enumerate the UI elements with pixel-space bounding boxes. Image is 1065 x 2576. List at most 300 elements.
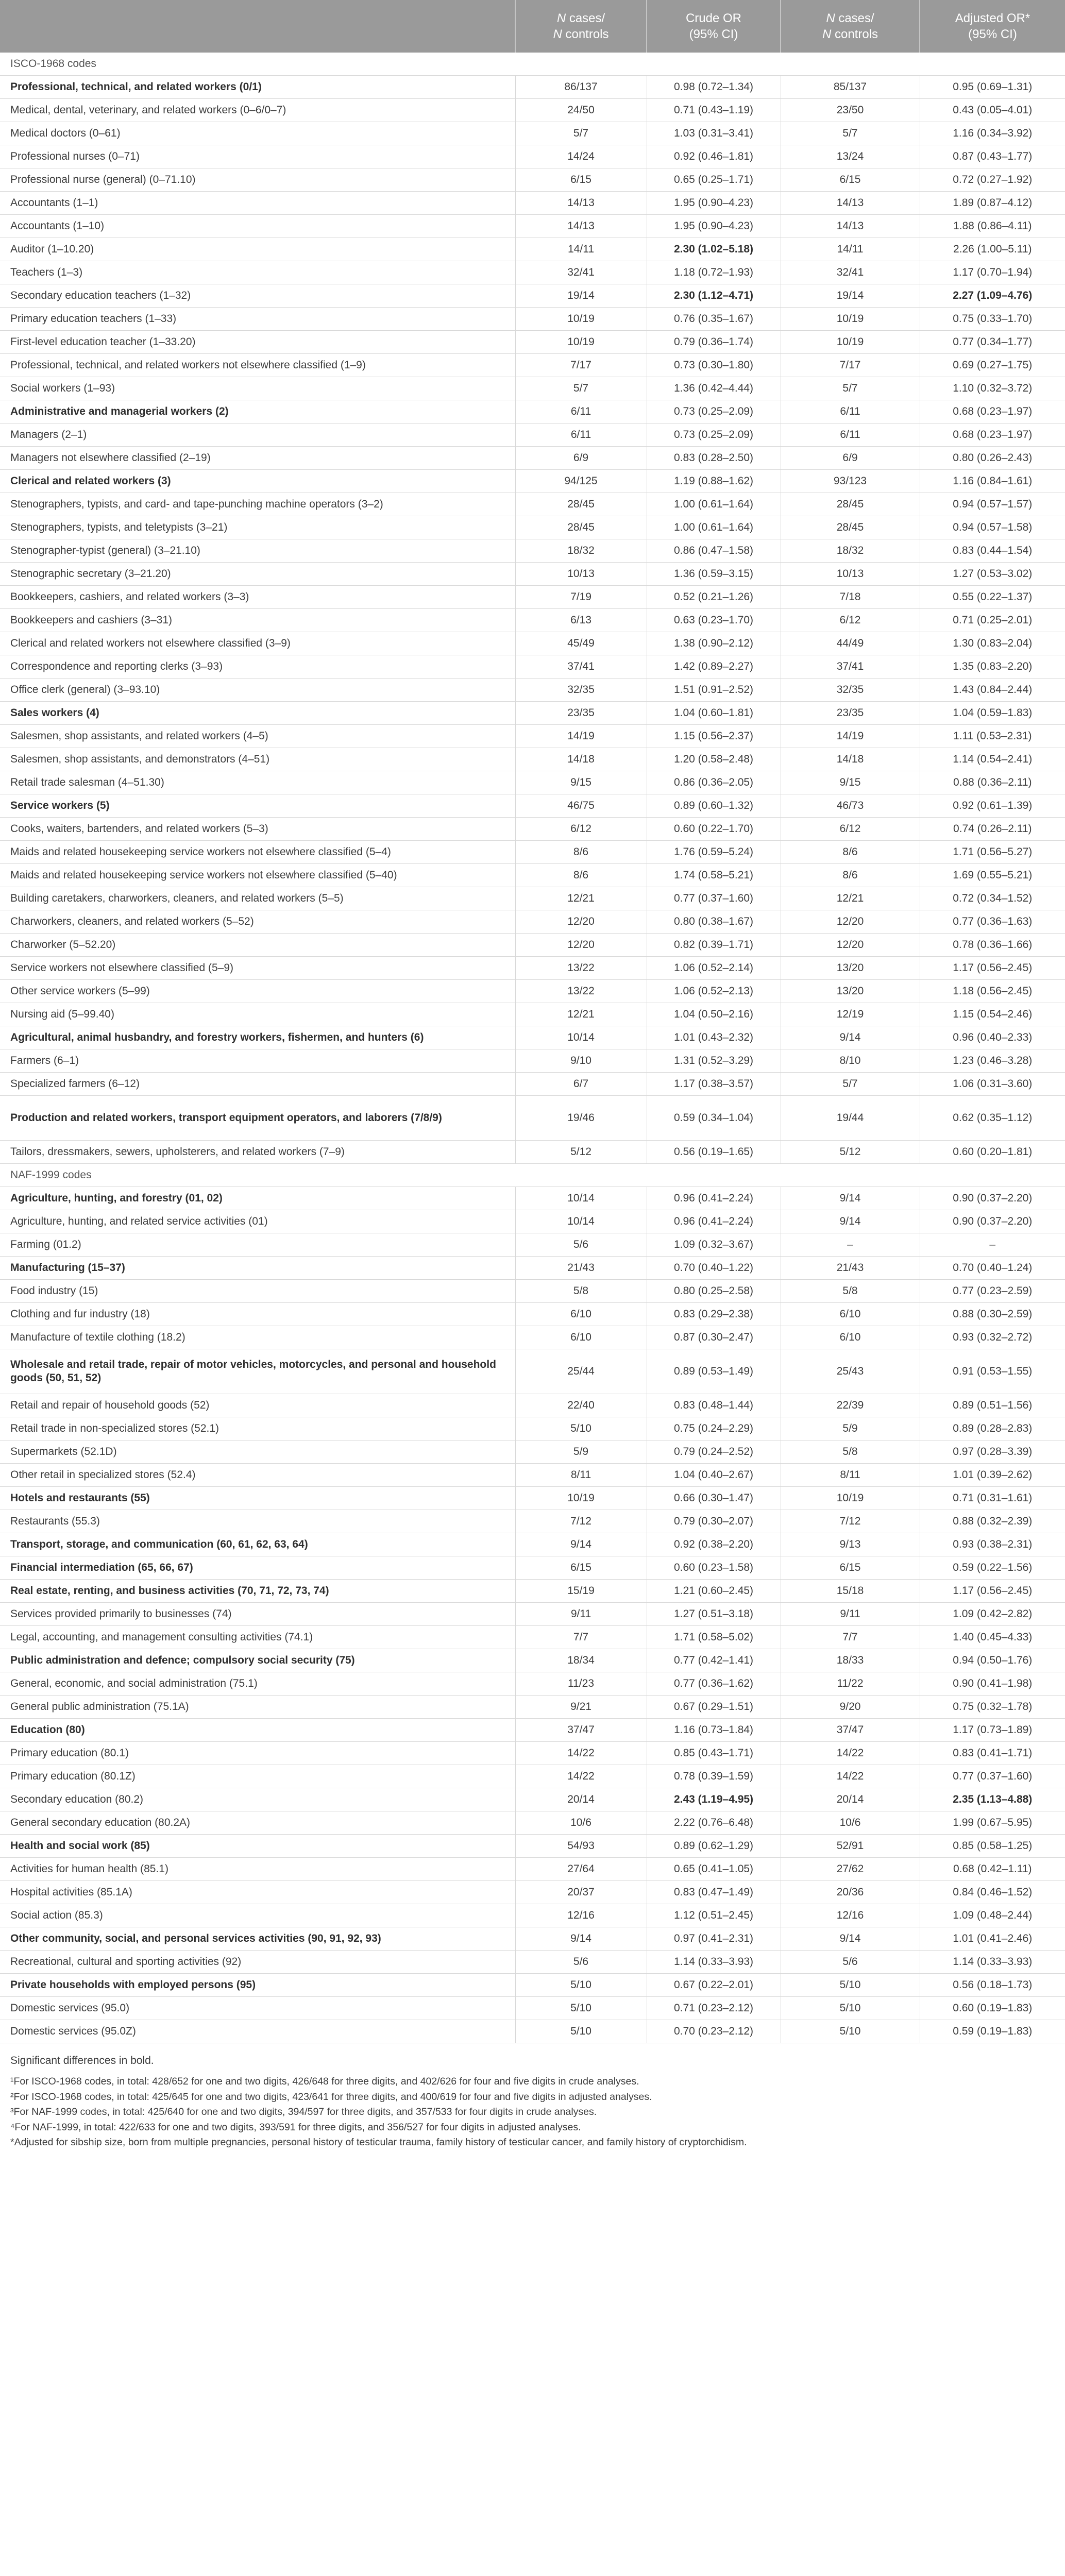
- occupation-label: Stenographers, typists, and teletypists (3–21): [0, 516, 515, 539]
- crude-or: 0.86 (0.36–2.05): [647, 771, 781, 794]
- crude-or: 0.89 (0.60–1.32): [647, 794, 781, 818]
- table-row: [0, 1649, 1065, 1672]
- occupation-label: Service workers not elsewhere classified (5–9): [0, 957, 515, 980]
- occupation-label: Manufacturing (15–37): [0, 1257, 515, 1280]
- crude-or: 0.78 (0.39–1.59): [647, 1765, 781, 1788]
- occupation-label: Secondary education (80.2): [0, 1788, 515, 1811]
- occupation-label: Maids and related housekeeping service workers not elsewhere classified (5–40): [0, 864, 515, 887]
- footnote: ²For ISCO-1968 codes, in total: 425/645 for one and two digits, 423/641 for three digits, and 400/619 for four and five digits in adjusted analyses.: [10, 2091, 652, 2103]
- table-row: [0, 99, 1065, 122]
- n-cases-controls-crude: 14/18: [515, 748, 647, 771]
- table-row: [0, 215, 1065, 238]
- table-row: [0, 1626, 1065, 1649]
- crude-or: 0.63 (0.23–1.70): [647, 609, 781, 632]
- table-row: [0, 516, 1065, 539]
- n-cases-controls-adjusted: 10/6: [781, 1811, 920, 1835]
- header-row: [0, 0, 1065, 53]
- occupation-label: Managers not elsewhere classified (2–19): [0, 447, 515, 470]
- n-cases-controls-adjusted: 9/14: [781, 1187, 920, 1210]
- occupation-label: Social workers (1–93): [0, 377, 515, 400]
- table-row: [0, 1487, 1065, 1510]
- adjusted-or: 1.43 (0.84–2.44): [920, 679, 1065, 702]
- n-cases-controls-crude: 21/43: [515, 1257, 647, 1280]
- crude-or: 1.95 (0.90–4.23): [647, 215, 781, 238]
- table-body: [0, 53, 1065, 2043]
- crude-or: 0.70 (0.23–2.12): [647, 2020, 781, 2043]
- adjusted-or: 0.85 (0.58–1.25): [920, 1835, 1065, 1858]
- n-cases-controls-crude: 10/14: [515, 1026, 647, 1049]
- header-n-adjusted: N cases/ N controls: [781, 0, 920, 53]
- table-row: [0, 400, 1065, 423]
- occupation-label: Bookkeepers and cashiers (3–31): [0, 609, 515, 632]
- table-row: [0, 1233, 1065, 1257]
- crude-or: 0.96 (0.41–2.24): [647, 1187, 781, 1210]
- crude-or: 0.60 (0.23–1.58): [647, 1556, 781, 1580]
- adjusted-or: 1.11 (0.53–2.31): [920, 725, 1065, 748]
- n-cases-controls-adjusted: 21/43: [781, 1257, 920, 1280]
- adjusted-or: 0.87 (0.43–1.77): [920, 145, 1065, 168]
- adjusted-or: –: [920, 1233, 1065, 1257]
- header-blank: [0, 0, 515, 53]
- footnotes: [0, 2043, 1065, 2150]
- adjusted-or: 1.16 (0.34–3.92): [920, 122, 1065, 145]
- adjusted-or: 1.01 (0.39–2.62): [920, 1464, 1065, 1487]
- n-cases-controls-crude: 12/21: [515, 887, 647, 910]
- occupation-label: Education (80): [0, 1719, 515, 1742]
- n-cases-controls-adjusted: 7/18: [781, 586, 920, 609]
- n-cases-controls-adjusted: 20/36: [781, 1881, 920, 1904]
- n-cases-controls-adjusted: 32/41: [781, 261, 920, 284]
- n-cases-controls-crude: 8/6: [515, 864, 647, 887]
- n-cases-controls-crude: 5/8: [515, 1280, 647, 1303]
- crude-or: 0.86 (0.47–1.58): [647, 539, 781, 563]
- n-cases-controls-adjusted: 9/13: [781, 1533, 920, 1556]
- table-row: [0, 1719, 1065, 1742]
- n-cases-controls-adjusted: 9/14: [781, 1026, 920, 1049]
- occupation-label: Specialized farmers (6–12): [0, 1073, 515, 1096]
- adjusted-or: 1.17 (0.56–2.45): [920, 957, 1065, 980]
- table-row: [0, 122, 1065, 145]
- n-cases-controls-adjusted: 10/13: [781, 563, 920, 586]
- n-cases-controls-crude: 7/12: [515, 1510, 647, 1533]
- n-cases-controls-adjusted: 5/7: [781, 1073, 920, 1096]
- table-row: [0, 679, 1065, 702]
- adjusted-or: 0.60 (0.19–1.83): [920, 1997, 1065, 2020]
- adjusted-or: 0.59 (0.22–1.56): [920, 1556, 1065, 1580]
- n-cases-controls-adjusted: 37/41: [781, 655, 920, 679]
- n-cases-controls-adjusted: 12/16: [781, 1904, 920, 1927]
- table-row: [0, 1049, 1065, 1073]
- occupation-label: Activities for human health (85.1): [0, 1858, 515, 1881]
- n-cases-controls-adjusted: 93/123: [781, 470, 920, 493]
- header-adjusted-or: Adjusted OR* (95% CI): [920, 0, 1065, 53]
- crude-or: 0.82 (0.39–1.71): [647, 934, 781, 957]
- occupation-label: Private households with employed persons (95): [0, 1974, 515, 1997]
- crude-or: 1.95 (0.90–4.23): [647, 192, 781, 215]
- crude-or: 2.30 (1.02–5.18): [647, 238, 781, 261]
- table-row: [0, 910, 1065, 934]
- n-cases-controls-crude: 18/32: [515, 539, 647, 563]
- occupation-label: Hotels and restaurants (55): [0, 1487, 515, 1510]
- n-cases-controls-crude: 20/37: [515, 1881, 647, 1904]
- table-row: [0, 1904, 1065, 1927]
- occupation-label: Maids and related housekeeping service workers not elsewhere classified (5–4): [0, 841, 515, 864]
- n-cases-controls-adjusted: 20/14: [781, 1788, 920, 1811]
- n-cases-controls-crude: 14/22: [515, 1765, 647, 1788]
- table-row: [0, 377, 1065, 400]
- n-cases-controls-crude: 9/21: [515, 1696, 647, 1719]
- table-row: [0, 748, 1065, 771]
- occupation-label: General secondary education (80.2A): [0, 1811, 515, 1835]
- occupation-label: Managers (2–1): [0, 423, 515, 447]
- adjusted-or: 1.17 (0.56–2.45): [920, 1580, 1065, 1603]
- occupation-label: Supermarkets (52.1D): [0, 1440, 515, 1464]
- adjusted-or: 1.09 (0.42–2.82): [920, 1603, 1065, 1626]
- n-cases-controls-adjusted: 7/17: [781, 354, 920, 377]
- occupation-label: Accountants (1–1): [0, 192, 515, 215]
- n-cases-controls-adjusted: 22/39: [781, 1394, 920, 1417]
- crude-or: 1.76 (0.59–5.24): [647, 841, 781, 864]
- occupation-label: Clothing and fur industry (18): [0, 1303, 515, 1326]
- n-cases-controls-crude: 14/13: [515, 215, 647, 238]
- n-cases-controls-crude: 10/13: [515, 563, 647, 586]
- table-row: [0, 1141, 1065, 1164]
- n-cases-controls-adjusted: 14/11: [781, 238, 920, 261]
- table-row: [0, 308, 1065, 331]
- n-cases-controls-adjusted: 6/10: [781, 1303, 920, 1326]
- adjusted-or: 0.43 (0.05–4.01): [920, 99, 1065, 122]
- n-cases-controls-adjusted: 13/24: [781, 145, 920, 168]
- table-row: [0, 1974, 1065, 1997]
- crude-or: 0.96 (0.41–2.24): [647, 1210, 781, 1233]
- n-cases-controls-adjusted: 52/91: [781, 1835, 920, 1858]
- n-cases-controls-adjusted: 23/35: [781, 702, 920, 725]
- table-row: [0, 284, 1065, 308]
- crude-or: 1.01 (0.43–2.32): [647, 1026, 781, 1049]
- n-cases-controls-adjusted: 7/7: [781, 1626, 920, 1649]
- table-row: [0, 1510, 1065, 1533]
- adjusted-or: 0.55 (0.22–1.37): [920, 586, 1065, 609]
- n-cases-controls-crude: 10/19: [515, 1487, 647, 1510]
- n-cases-controls-crude: 13/22: [515, 957, 647, 980]
- occupation-label: Auditor (1–10.20): [0, 238, 515, 261]
- table-row: [0, 818, 1065, 841]
- table-row: [0, 1073, 1065, 1096]
- footnote: ⁴For NAF-1999, in total: 422/633 for one and two digits, 393/591 for three digits, and 356/527 for four digits in adjusted analyses.: [10, 2121, 581, 2133]
- n-cases-controls-crude: 14/22: [515, 1742, 647, 1765]
- adjusted-or: 0.77 (0.34–1.77): [920, 331, 1065, 354]
- occupation-label: Legal, accounting, and management consulting activities (74.1): [0, 1626, 515, 1649]
- n-cases-controls-crude: 18/34: [515, 1649, 647, 1672]
- crude-or: 0.98 (0.72–1.34): [647, 76, 781, 99]
- n-cases-controls-crude: 7/19: [515, 586, 647, 609]
- table-row: [0, 632, 1065, 655]
- crude-or: 0.97 (0.41–2.31): [647, 1927, 781, 1951]
- n-cases-controls-crude: 14/13: [515, 192, 647, 215]
- crude-or: 1.20 (0.58–2.48): [647, 748, 781, 771]
- occupation-label: Professional nurses (0–71): [0, 145, 515, 168]
- table-row: [0, 1096, 1065, 1141]
- adjusted-or: 1.16 (0.84–1.61): [920, 470, 1065, 493]
- n-cases-controls-crude: 46/75: [515, 794, 647, 818]
- n-cases-controls-crude: 13/22: [515, 980, 647, 1003]
- n-cases-controls-crude: 10/19: [515, 308, 647, 331]
- adjusted-or: 1.27 (0.53–3.02): [920, 563, 1065, 586]
- adjusted-or: 0.77 (0.36–1.63): [920, 910, 1065, 934]
- n-cases-controls-crude: 8/6: [515, 841, 647, 864]
- crude-or: 0.89 (0.53–1.49): [647, 1349, 781, 1394]
- crude-or: 0.71 (0.43–1.19): [647, 99, 781, 122]
- n-cases-controls-crude: 14/24: [515, 145, 647, 168]
- n-cases-controls-crude: 32/35: [515, 679, 647, 702]
- crude-or: 0.89 (0.62–1.29): [647, 1835, 781, 1858]
- n-cases-controls-adjusted: 27/62: [781, 1858, 920, 1881]
- occupation-label: Accountants (1–10): [0, 215, 515, 238]
- n-cases-controls-adjusted: 5/10: [781, 1974, 920, 1997]
- n-cases-controls-crude: 10/14: [515, 1210, 647, 1233]
- table-row: [0, 1026, 1065, 1049]
- crude-or: 0.83 (0.48–1.44): [647, 1394, 781, 1417]
- adjusted-or: 0.72 (0.34–1.52): [920, 887, 1065, 910]
- n-cases-controls-adjusted: 12/20: [781, 934, 920, 957]
- adjusted-or: 0.83 (0.44–1.54): [920, 539, 1065, 563]
- crude-or: 1.04 (0.60–1.81): [647, 702, 781, 725]
- adjusted-or: 0.62 (0.35–1.12): [920, 1096, 1065, 1141]
- n-cases-controls-adjusted: 28/45: [781, 516, 920, 539]
- crude-or: 0.73 (0.25–2.09): [647, 400, 781, 423]
- n-cases-controls-crude: 7/17: [515, 354, 647, 377]
- table-row: [0, 1765, 1065, 1788]
- n-cases-controls-adjusted: 6/12: [781, 818, 920, 841]
- crude-or: 0.70 (0.40–1.22): [647, 1257, 781, 1280]
- n-cases-controls-adjusted: 6/9: [781, 447, 920, 470]
- table-row: [0, 1603, 1065, 1626]
- crude-or: 0.77 (0.42–1.41): [647, 1649, 781, 1672]
- occupation-label: Real estate, renting, and business activities (70, 71, 72, 73, 74): [0, 1580, 515, 1603]
- n-cases-controls-crude: 12/21: [515, 1003, 647, 1026]
- occupation-label: General public administration (75.1A): [0, 1696, 515, 1719]
- table-row: [0, 1303, 1065, 1326]
- occupation-label: Domestic services (95.0Z): [0, 2020, 515, 2043]
- n-cases-controls-crude: 9/15: [515, 771, 647, 794]
- occupation-label: Transport, storage, and communication (60, 61, 62, 63, 64): [0, 1533, 515, 1556]
- table-row: [0, 539, 1065, 563]
- crude-or: 1.38 (0.90–2.12): [647, 632, 781, 655]
- adjusted-or: 1.04 (0.59–1.83): [920, 702, 1065, 725]
- n-cases-controls-adjusted: 15/18: [781, 1580, 920, 1603]
- adjusted-or: 1.88 (0.86–4.11): [920, 215, 1065, 238]
- crude-or: 0.56 (0.19–1.65): [647, 1141, 781, 1164]
- occupation-label: Primary education teachers (1–33): [0, 308, 515, 331]
- n-cases-controls-crude: 7/7: [515, 1626, 647, 1649]
- n-cases-controls-crude: 37/41: [515, 655, 647, 679]
- occupation-label: Primary education (80.1): [0, 1742, 515, 1765]
- crude-or: 0.77 (0.36–1.62): [647, 1672, 781, 1696]
- n-cases-controls-crude: 10/6: [515, 1811, 647, 1835]
- adjusted-or: 0.93 (0.32–2.72): [920, 1326, 1065, 1349]
- n-cases-controls-crude: 37/47: [515, 1719, 647, 1742]
- n-cases-controls-adjusted: 7/12: [781, 1510, 920, 1533]
- adjusted-or: 0.68 (0.23–1.97): [920, 400, 1065, 423]
- table-row: [0, 192, 1065, 215]
- adjusted-or: 0.92 (0.61–1.39): [920, 794, 1065, 818]
- adjusted-or: 1.71 (0.56–5.27): [920, 841, 1065, 864]
- table-row: [0, 1696, 1065, 1719]
- n-cases-controls-adjusted: 37/47: [781, 1719, 920, 1742]
- crude-or: 0.65 (0.41–1.05): [647, 1858, 781, 1881]
- occupation-label: Recreational, cultural and sporting activities (92): [0, 1951, 515, 1974]
- n-cases-controls-adjusted: 14/19: [781, 725, 920, 748]
- table-row: [0, 423, 1065, 447]
- n-cases-controls-adjusted: 14/22: [781, 1765, 920, 1788]
- table-row: [0, 1742, 1065, 1765]
- n-cases-controls-crude: 5/6: [515, 1951, 647, 1974]
- crude-or: 1.12 (0.51–2.45): [647, 1904, 781, 1927]
- adjusted-or: 0.95 (0.69–1.31): [920, 76, 1065, 99]
- occupation-label: Building caretakers, charworkers, cleaners, and related workers (5–5): [0, 887, 515, 910]
- adjusted-or: 0.75 (0.33–1.70): [920, 308, 1065, 331]
- adjusted-or: 0.71 (0.25–2.01): [920, 609, 1065, 632]
- n-cases-controls-adjusted: 19/14: [781, 284, 920, 308]
- n-cases-controls-adjusted: 9/20: [781, 1696, 920, 1719]
- crude-or: 0.71 (0.23–2.12): [647, 1997, 781, 2020]
- n-cases-controls-crude: 5/7: [515, 377, 647, 400]
- crude-or: 1.03 (0.31–3.41): [647, 122, 781, 145]
- occupation-label: Correspondence and reporting clerks (3–93): [0, 655, 515, 679]
- occupation-label: Nursing aid (5–99.40): [0, 1003, 515, 1026]
- adjusted-or: 1.18 (0.56–2.45): [920, 980, 1065, 1003]
- n-cases-controls-adjusted: 6/15: [781, 168, 920, 192]
- occupation-label: Agricultural, animal husbandry, and forestry workers, fishermen, and hunters (6): [0, 1026, 515, 1049]
- table-row: [0, 1257, 1065, 1280]
- footnote: *Adjusted for sibship size, born from multiple pregnancies, personal history of testicular trauma, family history of testicular cancer, and family history of cryptorchidism.: [10, 2137, 747, 2148]
- n-cases-controls-crude: 6/15: [515, 168, 647, 192]
- table-row: [0, 145, 1065, 168]
- occupation-label: Agriculture, hunting, and forestry (01, 02): [0, 1187, 515, 1210]
- n-cases-controls-adjusted: 5/8: [781, 1440, 920, 1464]
- n-cases-controls-adjusted: 5/10: [781, 1997, 920, 2020]
- adjusted-or: 0.94 (0.50–1.76): [920, 1649, 1065, 1672]
- crude-or: 1.09 (0.32–3.67): [647, 1233, 781, 1257]
- header-crude-or: Crude OR (95% CI): [647, 0, 781, 53]
- crude-or: 0.76 (0.35–1.67): [647, 308, 781, 331]
- table-row: [0, 1533, 1065, 1556]
- adjusted-or: 0.72 (0.27–1.92): [920, 168, 1065, 192]
- n-cases-controls-crude: 86/137: [515, 76, 647, 99]
- n-cases-controls-adjusted: 19/44: [781, 1096, 920, 1141]
- occupation-label: Charworker (5–52.20): [0, 934, 515, 957]
- occupation-label: Domestic services (95.0): [0, 1997, 515, 2020]
- table-row: [0, 261, 1065, 284]
- n-cases-controls-adjusted: 10/19: [781, 331, 920, 354]
- crude-or: 1.31 (0.52–3.29): [647, 1049, 781, 1073]
- adjusted-or: 1.09 (0.48–2.44): [920, 1904, 1065, 1927]
- n-cases-controls-adjusted: 10/19: [781, 1487, 920, 1510]
- crude-or: 1.00 (0.61–1.64): [647, 516, 781, 539]
- n-cases-controls-crude: 5/10: [515, 1417, 647, 1440]
- n-cases-controls-crude: 28/45: [515, 493, 647, 516]
- crude-or: 1.14 (0.33–3.93): [647, 1951, 781, 1974]
- n-cases-controls-crude: 5/7: [515, 122, 647, 145]
- crude-or: 0.83 (0.47–1.49): [647, 1881, 781, 1904]
- n-cases-controls-crude: 6/13: [515, 609, 647, 632]
- adjusted-or: 0.70 (0.40–1.24): [920, 1257, 1065, 1280]
- adjusted-or: 0.68 (0.42–1.11): [920, 1858, 1065, 1881]
- crude-or: 0.85 (0.43–1.71): [647, 1742, 781, 1765]
- occupation-label: Medical, dental, veterinary, and related workers (0–6/0–7): [0, 99, 515, 122]
- table-row: [0, 1394, 1065, 1417]
- crude-or: 0.80 (0.38–1.67): [647, 910, 781, 934]
- adjusted-or: 1.15 (0.54–2.46): [920, 1003, 1065, 1026]
- n-cases-controls-crude: 6/10: [515, 1326, 647, 1349]
- occupation-label: Professional nurse (general) (0–71.10): [0, 168, 515, 192]
- adjusted-or: 0.90 (0.41–1.98): [920, 1672, 1065, 1696]
- occupation-label: Tailors, dressmakers, sewers, upholsterers, and related workers (7–9): [0, 1141, 515, 1164]
- adjusted-or: 1.23 (0.46–3.28): [920, 1049, 1065, 1073]
- n-cases-controls-crude: 54/93: [515, 1835, 647, 1858]
- crude-or: 2.43 (1.19–4.95): [647, 1788, 781, 1811]
- section-header-row: [0, 53, 1065, 76]
- n-cases-controls-crude: 10/14: [515, 1187, 647, 1210]
- n-cases-controls-crude: 94/125: [515, 470, 647, 493]
- n-cases-controls-crude: 9/14: [515, 1533, 647, 1556]
- crude-or: 0.60 (0.22–1.70): [647, 818, 781, 841]
- occupation-label: First-level education teacher (1–33.20): [0, 331, 515, 354]
- adjusted-or: 0.89 (0.51–1.56): [920, 1394, 1065, 1417]
- crude-or: 0.52 (0.21–1.26): [647, 586, 781, 609]
- n-cases-controls-adjusted: 8/11: [781, 1464, 920, 1487]
- adjusted-or: 0.93 (0.38–2.31): [920, 1533, 1065, 1556]
- n-cases-controls-adjusted: 8/6: [781, 841, 920, 864]
- n-cases-controls-crude: 6/11: [515, 423, 647, 447]
- n-cases-controls-crude: 5/10: [515, 2020, 647, 2043]
- table-row: [0, 493, 1065, 516]
- crude-or: 1.17 (0.38–3.57): [647, 1073, 781, 1096]
- adjusted-or: 0.97 (0.28–3.39): [920, 1440, 1065, 1464]
- adjusted-or: 0.94 (0.57–1.58): [920, 516, 1065, 539]
- adjusted-or: 1.10 (0.32–3.72): [920, 377, 1065, 400]
- n-cases-controls-crude: 12/16: [515, 1904, 647, 1927]
- n-cases-controls-crude: 6/7: [515, 1073, 647, 1096]
- crude-or: 0.67 (0.29–1.51): [647, 1696, 781, 1719]
- occupation-label: Food industry (15): [0, 1280, 515, 1303]
- n-cases-controls-adjusted: 14/13: [781, 215, 920, 238]
- n-cases-controls-crude: 5/10: [515, 1974, 647, 1997]
- occupation-label: Stenographer-typist (general) (3–21.10): [0, 539, 515, 563]
- n-cases-controls-crude: 9/11: [515, 1603, 647, 1626]
- table-row: [0, 1280, 1065, 1303]
- n-cases-controls-adjusted: 18/33: [781, 1649, 920, 1672]
- table-row: [0, 725, 1065, 748]
- footnote: ¹For ISCO-1968 codes, in total: 428/652 for one and two digits, 426/648 for three digits, and 402/626 for four and five digits in crude analyses.: [10, 2075, 639, 2087]
- table-row: [0, 1811, 1065, 1835]
- n-cases-controls-adjusted: 9/14: [781, 1210, 920, 1233]
- occupation-label: Restaurants (55.3): [0, 1510, 515, 1533]
- n-cases-controls-adjusted: 5/7: [781, 122, 920, 145]
- crude-or: 1.04 (0.50–2.16): [647, 1003, 781, 1026]
- occupation-label: Salesmen, shop assistants, and demonstrators (4–51): [0, 748, 515, 771]
- table-row: [0, 980, 1065, 1003]
- n-cases-controls-adjusted: 6/12: [781, 609, 920, 632]
- occupation-label: Health and social work (85): [0, 1835, 515, 1858]
- crude-or: 0.92 (0.46–1.81): [647, 145, 781, 168]
- n-cases-controls-adjusted: 32/35: [781, 679, 920, 702]
- n-cases-controls-adjusted: 5/7: [781, 377, 920, 400]
- occupation-label: Bookkeepers, cashiers, and related workers (3–3): [0, 586, 515, 609]
- adjusted-or: 0.96 (0.40–2.33): [920, 1026, 1065, 1049]
- table-header: [0, 0, 1065, 53]
- n-cases-controls-crude: 6/10: [515, 1303, 647, 1326]
